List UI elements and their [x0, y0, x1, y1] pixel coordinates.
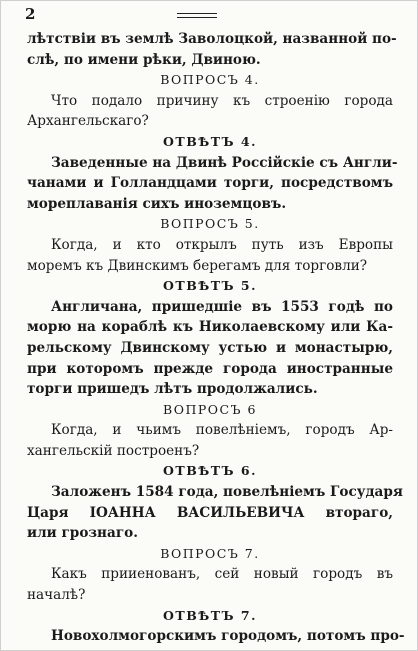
page-number: 2	[25, 5, 36, 23]
question-paragraph	[27, 564, 393, 605]
answer-paragraph	[27, 29, 397, 70]
answer-heading: ОТВѢТЪ 4.	[163, 133, 257, 149]
question-paragraph	[27, 420, 393, 461]
text-line: торги пришедъ лѣтъ продолжались.	[27, 381, 318, 398]
text-line: мореплаванія сихъ иноземцовъ.	[27, 195, 287, 212]
answer-paragraph	[27, 626, 405, 647]
text-line: моремъ къ Двинскимъ берегамъ для торговли?	[27, 257, 368, 274]
text-line: рельскому Двинскому устью и монастырю,	[27, 339, 393, 356]
text-line: лѣтствіи въ землѣ Заволоцкой, названной по-	[27, 31, 397, 47]
question-paragraph	[27, 91, 393, 132]
text-line: Англичана, пришедшіе въ 1553 годѣ по	[51, 298, 393, 315]
text-line: Заведенные на Двинѣ Россійскіе съ Англи-	[51, 154, 398, 171]
answer-paragraph	[27, 482, 403, 544]
answer-paragraph	[27, 297, 393, 400]
text-line: или грознаго.	[27, 525, 138, 542]
text-line: чанами и Голландцами торги, посредствомъ	[27, 175, 393, 192]
text-line: слѣ, по имени рѣки, Двиною.	[27, 51, 261, 68]
answer-heading: ОТВѢТЪ 6.	[163, 463, 257, 479]
text-line: Что подало причину къ строенію города	[51, 92, 393, 109]
question-heading: ВОПРОСЪ 4.	[160, 72, 260, 88]
answer-heading: ОТВѢТЪ 7.	[163, 607, 257, 623]
question-heading: ВОПРОСЪ 5.	[160, 216, 260, 232]
text-line: началѣ?	[27, 587, 86, 604]
text-line: Архангельскаго?	[27, 113, 149, 130]
text-line: Когда, и чьимъ повелѣніемъ, городъ Ар-	[51, 422, 393, 439]
text-line: морю на кораблѣ къ Николаевскому или Ка-	[27, 319, 393, 336]
answer-heading: ОТВѢТЪ 5.	[163, 278, 257, 294]
question-paragraph	[27, 235, 393, 276]
page-body	[1, 29, 418, 647]
header-ornament-rule	[177, 13, 217, 18]
text-line: хангельскій построенъ?	[27, 442, 200, 459]
text-line: Царя ІОАННА ВАСИЛЬЕВИЧА втораго,	[27, 504, 393, 521]
text-line: Какъ прииенованъ, сей новый городъ въ	[51, 566, 393, 583]
text-line: Заложенъ 1584 года, повелѣніемъ Государя	[51, 484, 403, 501]
question-heading: ВОПРОСЪ 6	[163, 401, 257, 417]
text-line: Когда, и кто открылъ путь изъ Европы	[51, 236, 393, 253]
text-line: Новохолмогорскимъ городомъ, потомъ про-	[51, 628, 405, 645]
text-line: при которомъ прежде города иностранные	[27, 360, 393, 377]
answer-paragraph	[27, 153, 398, 215]
question-heading: ВОПРОСЪ 7.	[160, 545, 260, 561]
